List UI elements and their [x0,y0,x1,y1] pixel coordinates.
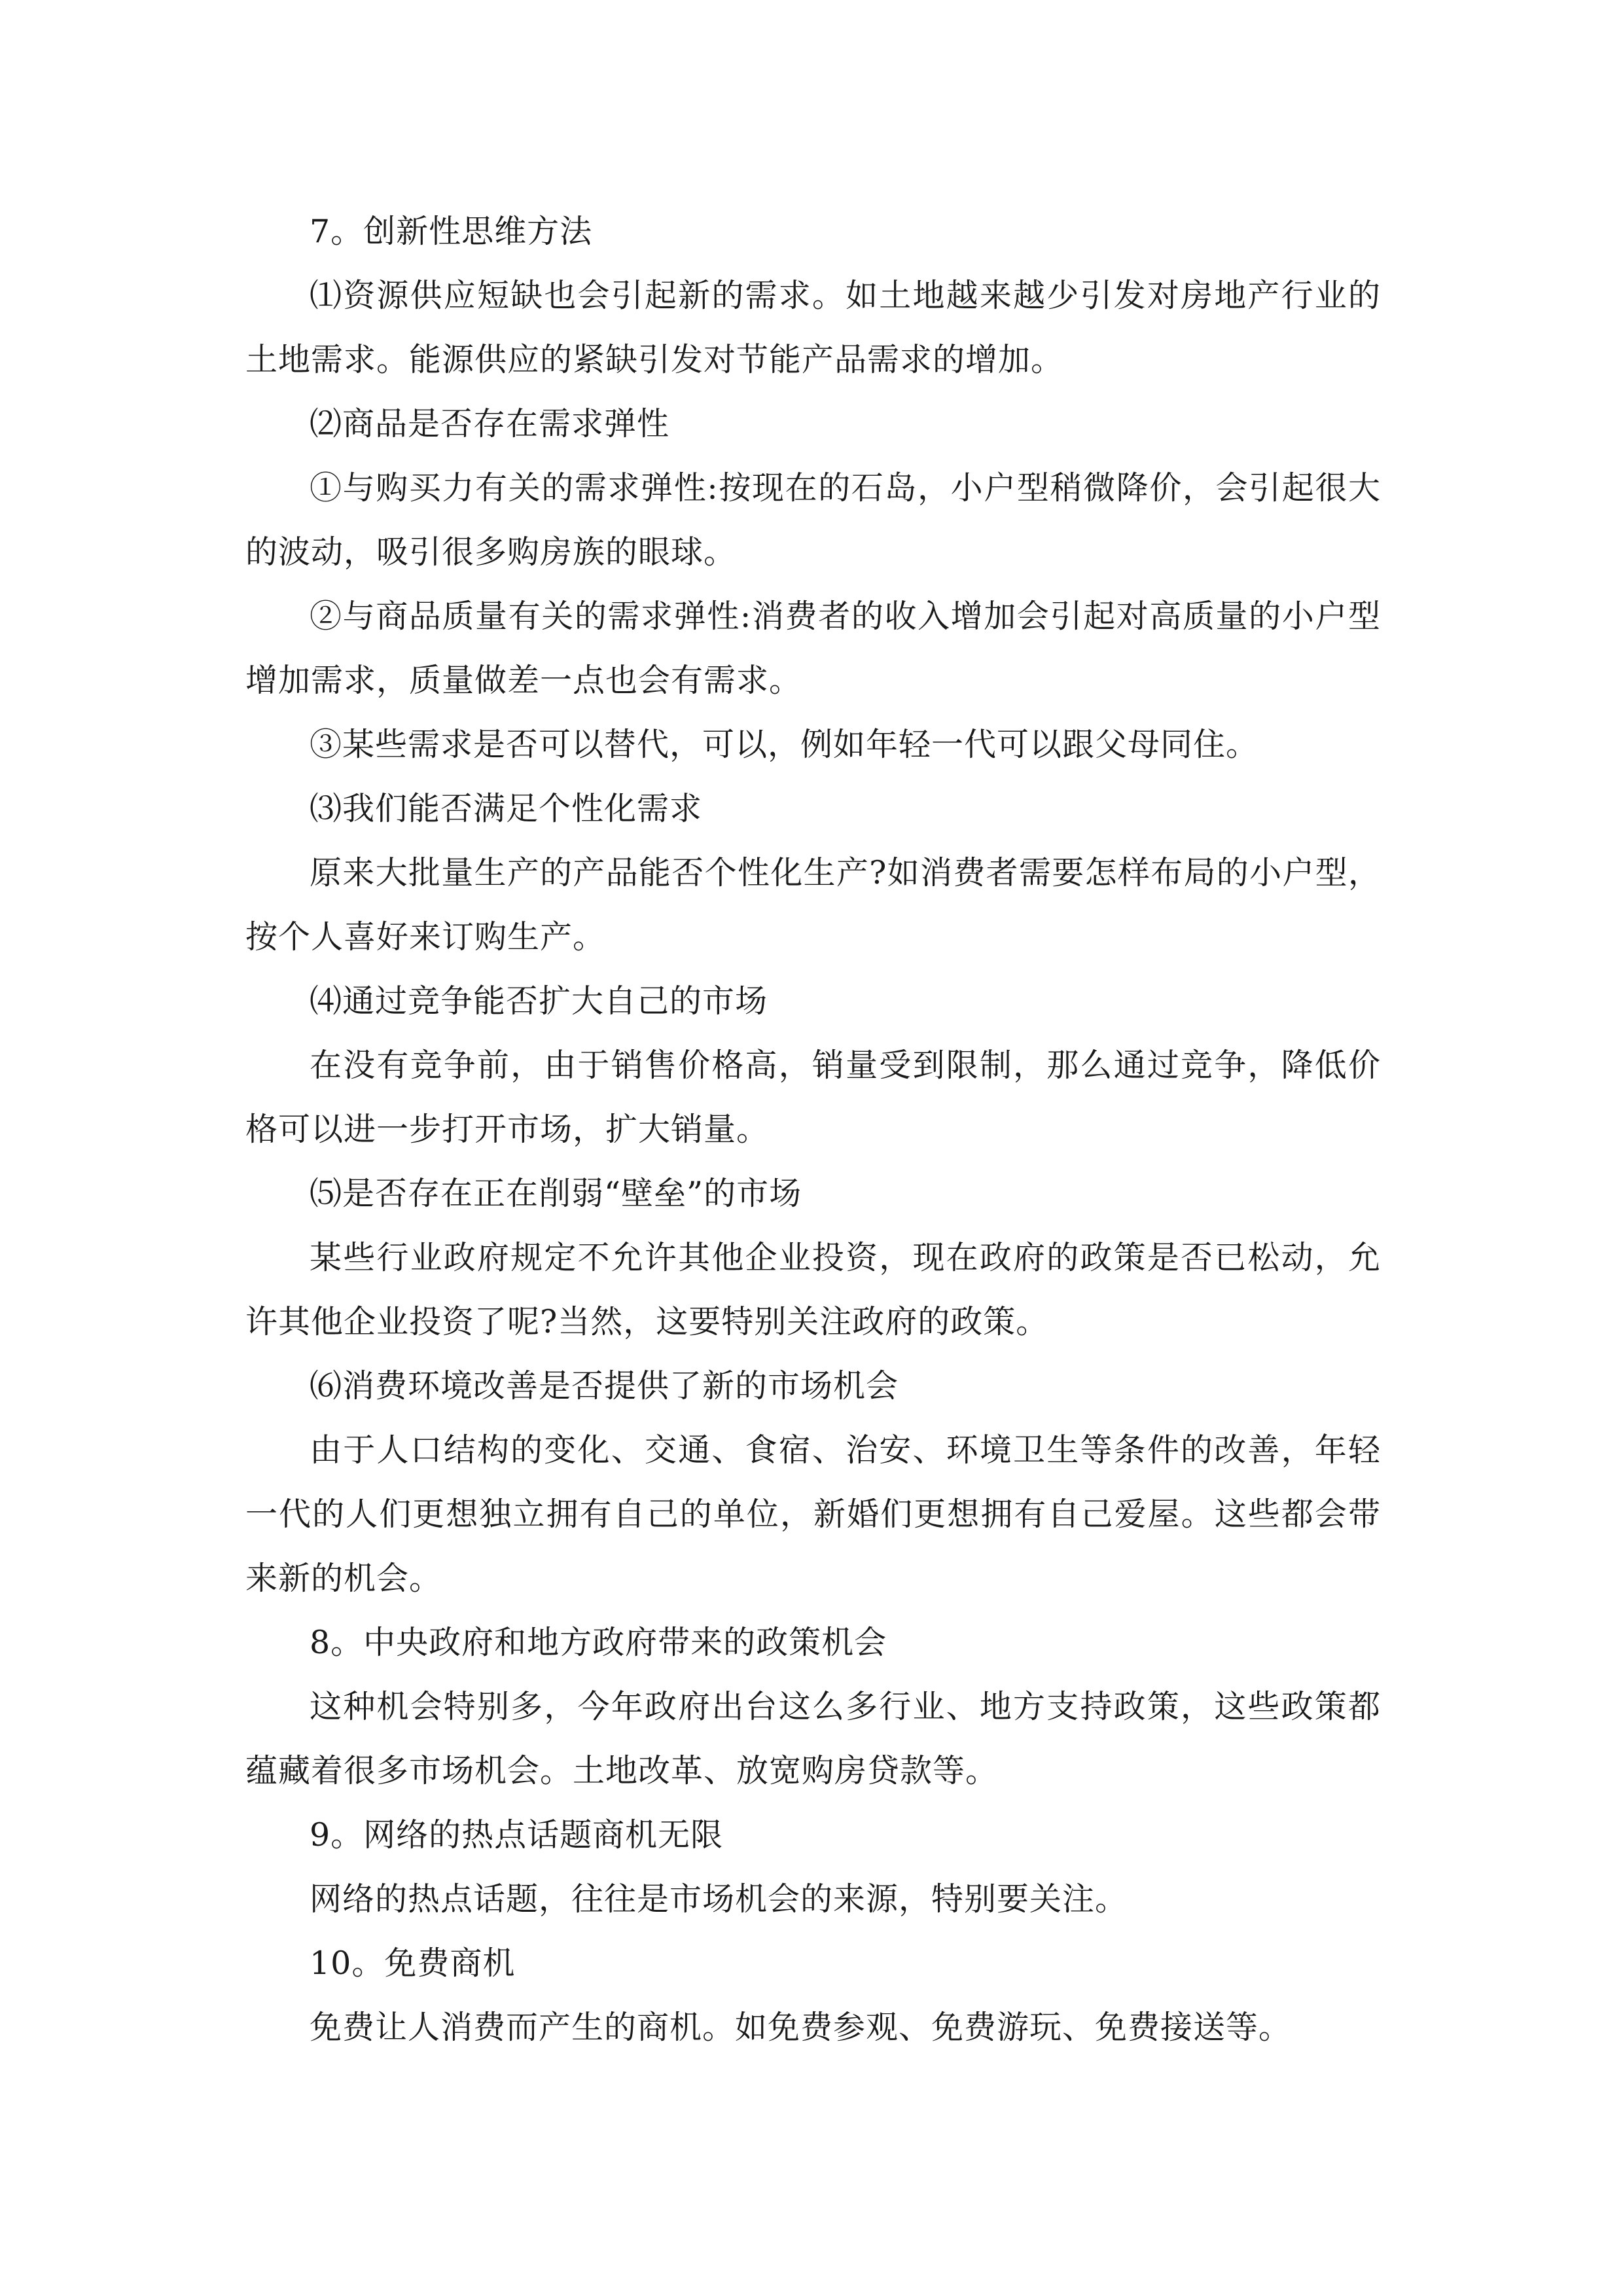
heading-policy-opportunities: 8。中央政府和地方政府带来的政策机会 [310,1624,887,1661]
subheading: ⑵商品是否存在需求弹性 [310,405,670,442]
paragraph: 原来大批量生产的产品能否个性化生产?如消费者需要怎样布局的小户型，按个人喜好来订购生产。 [245,854,1381,956]
subheading: ⑶我们能否满足个性化需求 [310,790,703,827]
paragraph: 网络的热点话题，往往是市场机会的来源，特别要关注。 [310,1880,1128,1918]
paragraph: ②与商品质量有关的需求弹性:消费者的收入增加会引起对高质量的小户型增加需求，质量做差一点也会有需求。 [245,598,1381,699]
document-body [245,200,1381,2060]
heading-free-business: 10。免费商机 [310,1945,516,1982]
paragraph: 在没有竞争前，由于销售价格高，销量受到限制，那么通过竞争，降低价格可以进一步打开市场，扩大销量。 [245,1047,1381,1148]
paragraph: 某些行业政府规定不允许其他企业投资，现在政府的政策是否已松动，允许其他企业投资了呢?当然，这要特别关注政府的政策。 [245,1239,1381,1340]
paragraph: 免费让人消费而产生的商机。如免费参观、免费游玩、免费接送等。 [310,2009,1292,2046]
paragraph: ⑴资源供应短缺也会引起新的需求。如土地越来越少引发对房地产行业的土地需求。能源供应的紧缺引发对节能产品需求的增加。 [245,277,1381,378]
subheading: ⑹消费环境改善是否提供了新的市场机会 [310,1367,899,1405]
paragraph: ①与购买力有关的需求弹性:按现在的石岛，小户型稍微降价，会引起很大的波动，吸引很多购房族的眼球。 [245,469,1381,571]
paragraph: 这种机会特别多，今年政府出台这么多行业、地方支持政策，这些政策都蕴藏着很多市场机会。土地改革、放宽购房贷款等。 [245,1688,1381,1789]
subheading: ⑸是否存在正在削弱“壁垒”的市场 [310,1175,802,1212]
heading-network-hot-topics: 9。网络的热点话题商机无限 [310,1816,724,1854]
subheading: ⑷通过竞争能否扩大自己的市场 [310,982,768,1020]
paragraph: 由于人口结构的变化、交通、食宿、治安、环境卫生等条件的改善，年轻一代的人们更想独立拥有自己的单位，新婚们更想拥有自己爱屋。这些都会带来新的机会。 [245,1431,1381,1597]
paragraph: ③某些需求是否可以替代，可以，例如年轻一代可以跟父母同住。 [310,726,1259,763]
heading-innovative-thinking: 7。创新性思维方法 [310,213,593,250]
